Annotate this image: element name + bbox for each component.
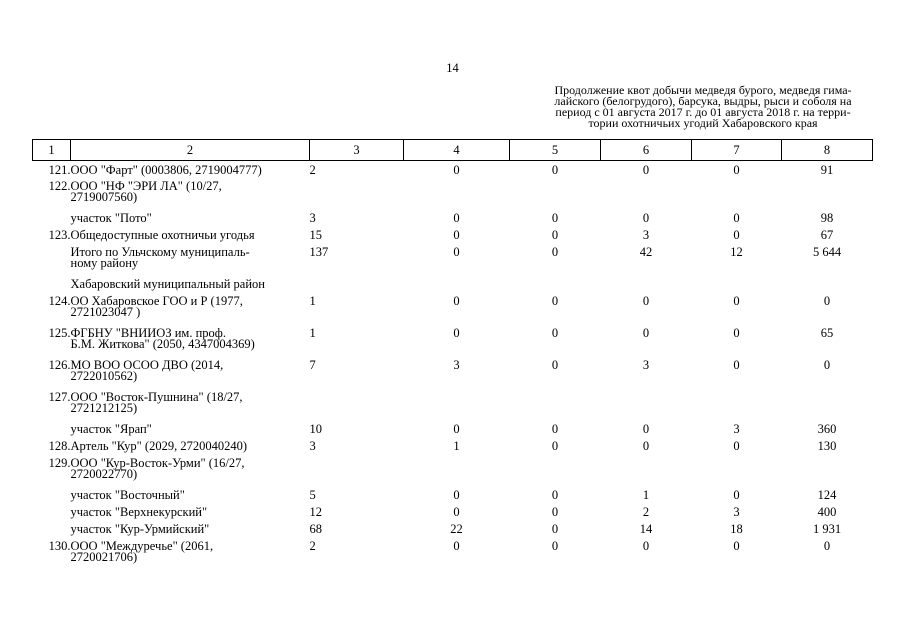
table-row bbox=[33, 389, 873, 421]
value-col-5 bbox=[510, 276, 601, 293]
row-name: ООО "НФ "ЭРИ ЛА" (10/27, 2719007560) bbox=[70, 178, 222, 204]
value-col-7 bbox=[692, 389, 782, 421]
value-col-8 bbox=[782, 389, 873, 421]
value-col-5 bbox=[510, 455, 601, 487]
value-col-7: 12 bbox=[730, 244, 743, 259]
row-name: Общедоступные охотничьи угодья bbox=[70, 227, 255, 242]
value-col-4: 22 bbox=[450, 521, 463, 536]
value-col-7: 0 bbox=[733, 163, 740, 177]
value-col-8: 98 bbox=[820, 210, 834, 225]
table-row bbox=[33, 438, 873, 455]
column-header: 4 bbox=[404, 140, 510, 161]
value-col-4: 0 bbox=[453, 244, 460, 259]
quota-table bbox=[32, 139, 873, 570]
row-number: 123. bbox=[48, 227, 71, 242]
table-row bbox=[33, 504, 873, 521]
value-col-6: 0 bbox=[642, 421, 650, 436]
value-col-4: 0 bbox=[453, 210, 460, 225]
value-col-4 bbox=[404, 389, 510, 421]
column-header: 8 bbox=[782, 140, 873, 161]
value-col-3: 15 bbox=[309, 227, 322, 242]
table-row bbox=[33, 210, 873, 227]
value-col-4: 0 bbox=[453, 487, 460, 502]
value-col-8 bbox=[782, 276, 873, 293]
value-col-4: 0 bbox=[453, 421, 460, 436]
value-col-6: 0 bbox=[642, 210, 650, 225]
value-col-6: 1 bbox=[642, 487, 650, 502]
value-col-5: 0 bbox=[551, 521, 559, 536]
value-col-8: 91 bbox=[820, 163, 834, 177]
caption-line: Продолжение квот добычи медведя бурого, медведя гима- bbox=[554, 83, 852, 97]
column-header: 1 bbox=[33, 140, 71, 161]
value-col-6 bbox=[601, 178, 692, 210]
value-col-5 bbox=[510, 389, 601, 421]
row-number bbox=[33, 504, 71, 521]
caption-line: период с 01 августа 2017 г. до 01 августа 2018 г. на терри- bbox=[555, 105, 851, 119]
caption-line: лайского (белогрудого), барсука, выдры, рыси и соболя на bbox=[554, 94, 852, 108]
value-col-5: 0 bbox=[551, 538, 559, 553]
row-number: 125. bbox=[48, 325, 71, 340]
value-col-7: 0 bbox=[733, 227, 740, 242]
row-number: 122. bbox=[48, 178, 71, 193]
value-col-7 bbox=[692, 276, 782, 293]
column-header: 2 bbox=[71, 140, 310, 161]
row-name: ООО "Кур-Восток-Урми" (16/27, 2720022770) bbox=[70, 455, 245, 481]
value-col-4 bbox=[404, 276, 510, 293]
row-name: Хабаровский муниципальный район bbox=[70, 276, 265, 291]
row-name: участок "Пото" bbox=[70, 210, 152, 225]
value-col-3: 2 bbox=[309, 538, 316, 553]
row-number bbox=[33, 421, 71, 438]
value-col-8 bbox=[782, 455, 873, 487]
value-col-6: 0 bbox=[642, 163, 650, 177]
value-col-6: 0 bbox=[642, 438, 650, 453]
value-col-7: 0 bbox=[733, 293, 740, 308]
value-col-5: 0 bbox=[551, 421, 559, 436]
row-number: 124. bbox=[48, 293, 71, 308]
value-col-3: 7 bbox=[309, 357, 316, 372]
row-name: участок "Верхнекурский" bbox=[70, 504, 208, 519]
value-col-5: 0 bbox=[551, 357, 559, 372]
value-col-3: 2 bbox=[309, 163, 316, 177]
table-body bbox=[33, 161, 873, 570]
value-col-8: 124 bbox=[817, 487, 837, 502]
value-col-6: 42 bbox=[639, 244, 653, 259]
row-name: ФГБНУ "ВНИИОЗ им. проф. Б.М. Житкова" (2050, 4347004369) bbox=[70, 325, 255, 351]
column-header: 5 bbox=[510, 140, 601, 161]
row-number bbox=[33, 487, 71, 504]
table-row bbox=[33, 161, 873, 178]
value-col-8: 0 bbox=[823, 293, 831, 308]
value-col-5: 0 bbox=[551, 487, 559, 502]
value-col-8: 0 bbox=[823, 538, 831, 553]
caption-line: тории охотничьих угодий Хабаровского края bbox=[588, 116, 818, 130]
value-col-5: 0 bbox=[551, 227, 559, 242]
value-col-5: 0 bbox=[551, 163, 559, 177]
table-row bbox=[33, 487, 873, 504]
row-number bbox=[33, 244, 71, 276]
value-col-7: 0 bbox=[733, 538, 740, 553]
row-name: Итого по Ульчскому муниципаль- ному району bbox=[70, 244, 250, 270]
value-col-4: 0 bbox=[453, 538, 460, 553]
value-col-8: 0 bbox=[823, 357, 831, 372]
row-number: 129. bbox=[48, 455, 71, 470]
value-col-6 bbox=[601, 455, 692, 487]
value-col-7: 3 bbox=[733, 504, 740, 519]
value-col-7 bbox=[692, 178, 782, 210]
value-col-5: 0 bbox=[551, 504, 559, 519]
value-col-4: 0 bbox=[453, 227, 460, 242]
value-col-6: 14 bbox=[639, 521, 653, 536]
value-col-3 bbox=[310, 178, 404, 210]
value-col-4 bbox=[404, 178, 510, 210]
value-col-3: 68 bbox=[309, 521, 322, 536]
value-col-6: 0 bbox=[642, 325, 650, 340]
value-col-4: 0 bbox=[453, 293, 460, 308]
value-col-6: 2 bbox=[642, 504, 650, 519]
table-row bbox=[33, 538, 873, 570]
value-col-4: 1 bbox=[453, 438, 460, 453]
table-row bbox=[33, 178, 873, 210]
table-row bbox=[33, 227, 873, 244]
table-row bbox=[33, 276, 873, 293]
value-col-6: 3 bbox=[642, 227, 650, 242]
value-col-7: 18 bbox=[730, 521, 743, 536]
table-caption bbox=[534, 85, 872, 129]
value-col-7 bbox=[692, 455, 782, 487]
value-col-8: 130 bbox=[817, 438, 837, 453]
value-col-8 bbox=[782, 178, 873, 210]
value-col-4: 3 bbox=[453, 357, 460, 372]
row-number: 127. bbox=[48, 389, 71, 404]
value-col-7: 0 bbox=[733, 438, 740, 453]
row-name: участок "Кур-Урмийский" bbox=[70, 521, 210, 536]
row-name: МО ВОО ОСОО ДВО (2014, 2722010562) bbox=[70, 357, 224, 383]
value-col-3: 5 bbox=[309, 487, 316, 502]
value-col-3: 1 bbox=[309, 325, 316, 340]
row-name: ОО Хабаровское ГОО и Р (1977, 2721023047 ) bbox=[70, 293, 243, 319]
value-col-7: 3 bbox=[733, 421, 740, 436]
value-col-7: 0 bbox=[733, 210, 740, 225]
value-col-7: 0 bbox=[733, 325, 740, 340]
row-number: 130. bbox=[48, 538, 71, 553]
value-col-4: 0 bbox=[453, 325, 460, 340]
table-row bbox=[33, 421, 873, 438]
value-col-5 bbox=[510, 178, 601, 210]
value-col-3: 1 bbox=[309, 293, 316, 308]
row-number bbox=[33, 276, 71, 293]
column-header: 7 bbox=[692, 140, 782, 161]
value-col-8: 360 bbox=[817, 421, 837, 436]
value-col-5: 0 bbox=[551, 293, 559, 308]
column-header: 6 bbox=[601, 140, 692, 161]
value-col-3 bbox=[310, 389, 404, 421]
table-row bbox=[33, 521, 873, 538]
value-col-8: 65 bbox=[820, 325, 834, 340]
value-col-6: 0 bbox=[642, 293, 650, 308]
row-name: ООО "Восток-Пушнина" (18/27, 2721212125) bbox=[70, 389, 243, 415]
value-col-3 bbox=[310, 276, 404, 293]
value-col-5: 0 bbox=[551, 438, 559, 453]
table-row bbox=[33, 325, 873, 357]
value-col-4: 0 bbox=[453, 504, 460, 519]
table-row bbox=[33, 244, 873, 276]
row-number: 126. bbox=[48, 357, 71, 372]
row-name: Артель "Кур" (2029, 2720040240) bbox=[70, 438, 247, 453]
row-number bbox=[33, 210, 71, 227]
value-col-3: 137 bbox=[309, 244, 329, 259]
row-name: ООО "Фарт" (0003806, 2719004777) bbox=[70, 163, 262, 177]
value-col-3: 12 bbox=[309, 504, 322, 519]
value-col-3: 10 bbox=[309, 421, 322, 436]
value-col-6: 0 bbox=[642, 538, 650, 553]
value-col-7: 0 bbox=[733, 487, 740, 502]
value-col-8: 1 931 bbox=[812, 521, 842, 536]
page-number: 14 bbox=[446, 61, 459, 75]
value-col-5: 0 bbox=[551, 210, 559, 225]
table-row bbox=[33, 455, 873, 487]
value-col-8: 400 bbox=[817, 504, 837, 519]
value-col-4 bbox=[404, 455, 510, 487]
row-name: участок "Ярап" bbox=[70, 421, 152, 436]
value-col-6: 3 bbox=[642, 357, 650, 372]
column-header: 3 bbox=[310, 140, 404, 161]
row-number: 128. bbox=[48, 438, 71, 453]
table-row bbox=[33, 293, 873, 325]
header-row bbox=[33, 140, 873, 161]
table-row bbox=[33, 357, 873, 389]
value-col-6 bbox=[601, 276, 692, 293]
row-number bbox=[33, 521, 71, 538]
value-col-3 bbox=[310, 455, 404, 487]
row-number: 121. bbox=[48, 163, 71, 177]
value-col-4: 0 bbox=[453, 163, 460, 177]
value-col-8: 5 644 bbox=[812, 244, 842, 259]
value-col-3: 3 bbox=[309, 210, 316, 225]
value-col-5: 0 bbox=[551, 244, 559, 259]
value-col-8: 67 bbox=[820, 227, 834, 242]
row-name: участок "Восточный" bbox=[70, 487, 185, 502]
value-col-6 bbox=[601, 389, 692, 421]
row-name: ООО "Междуречье" (2061, 2720021706) bbox=[70, 538, 214, 564]
value-col-3: 3 bbox=[309, 438, 316, 453]
value-col-5: 0 bbox=[551, 325, 559, 340]
value-col-7: 0 bbox=[733, 357, 740, 372]
